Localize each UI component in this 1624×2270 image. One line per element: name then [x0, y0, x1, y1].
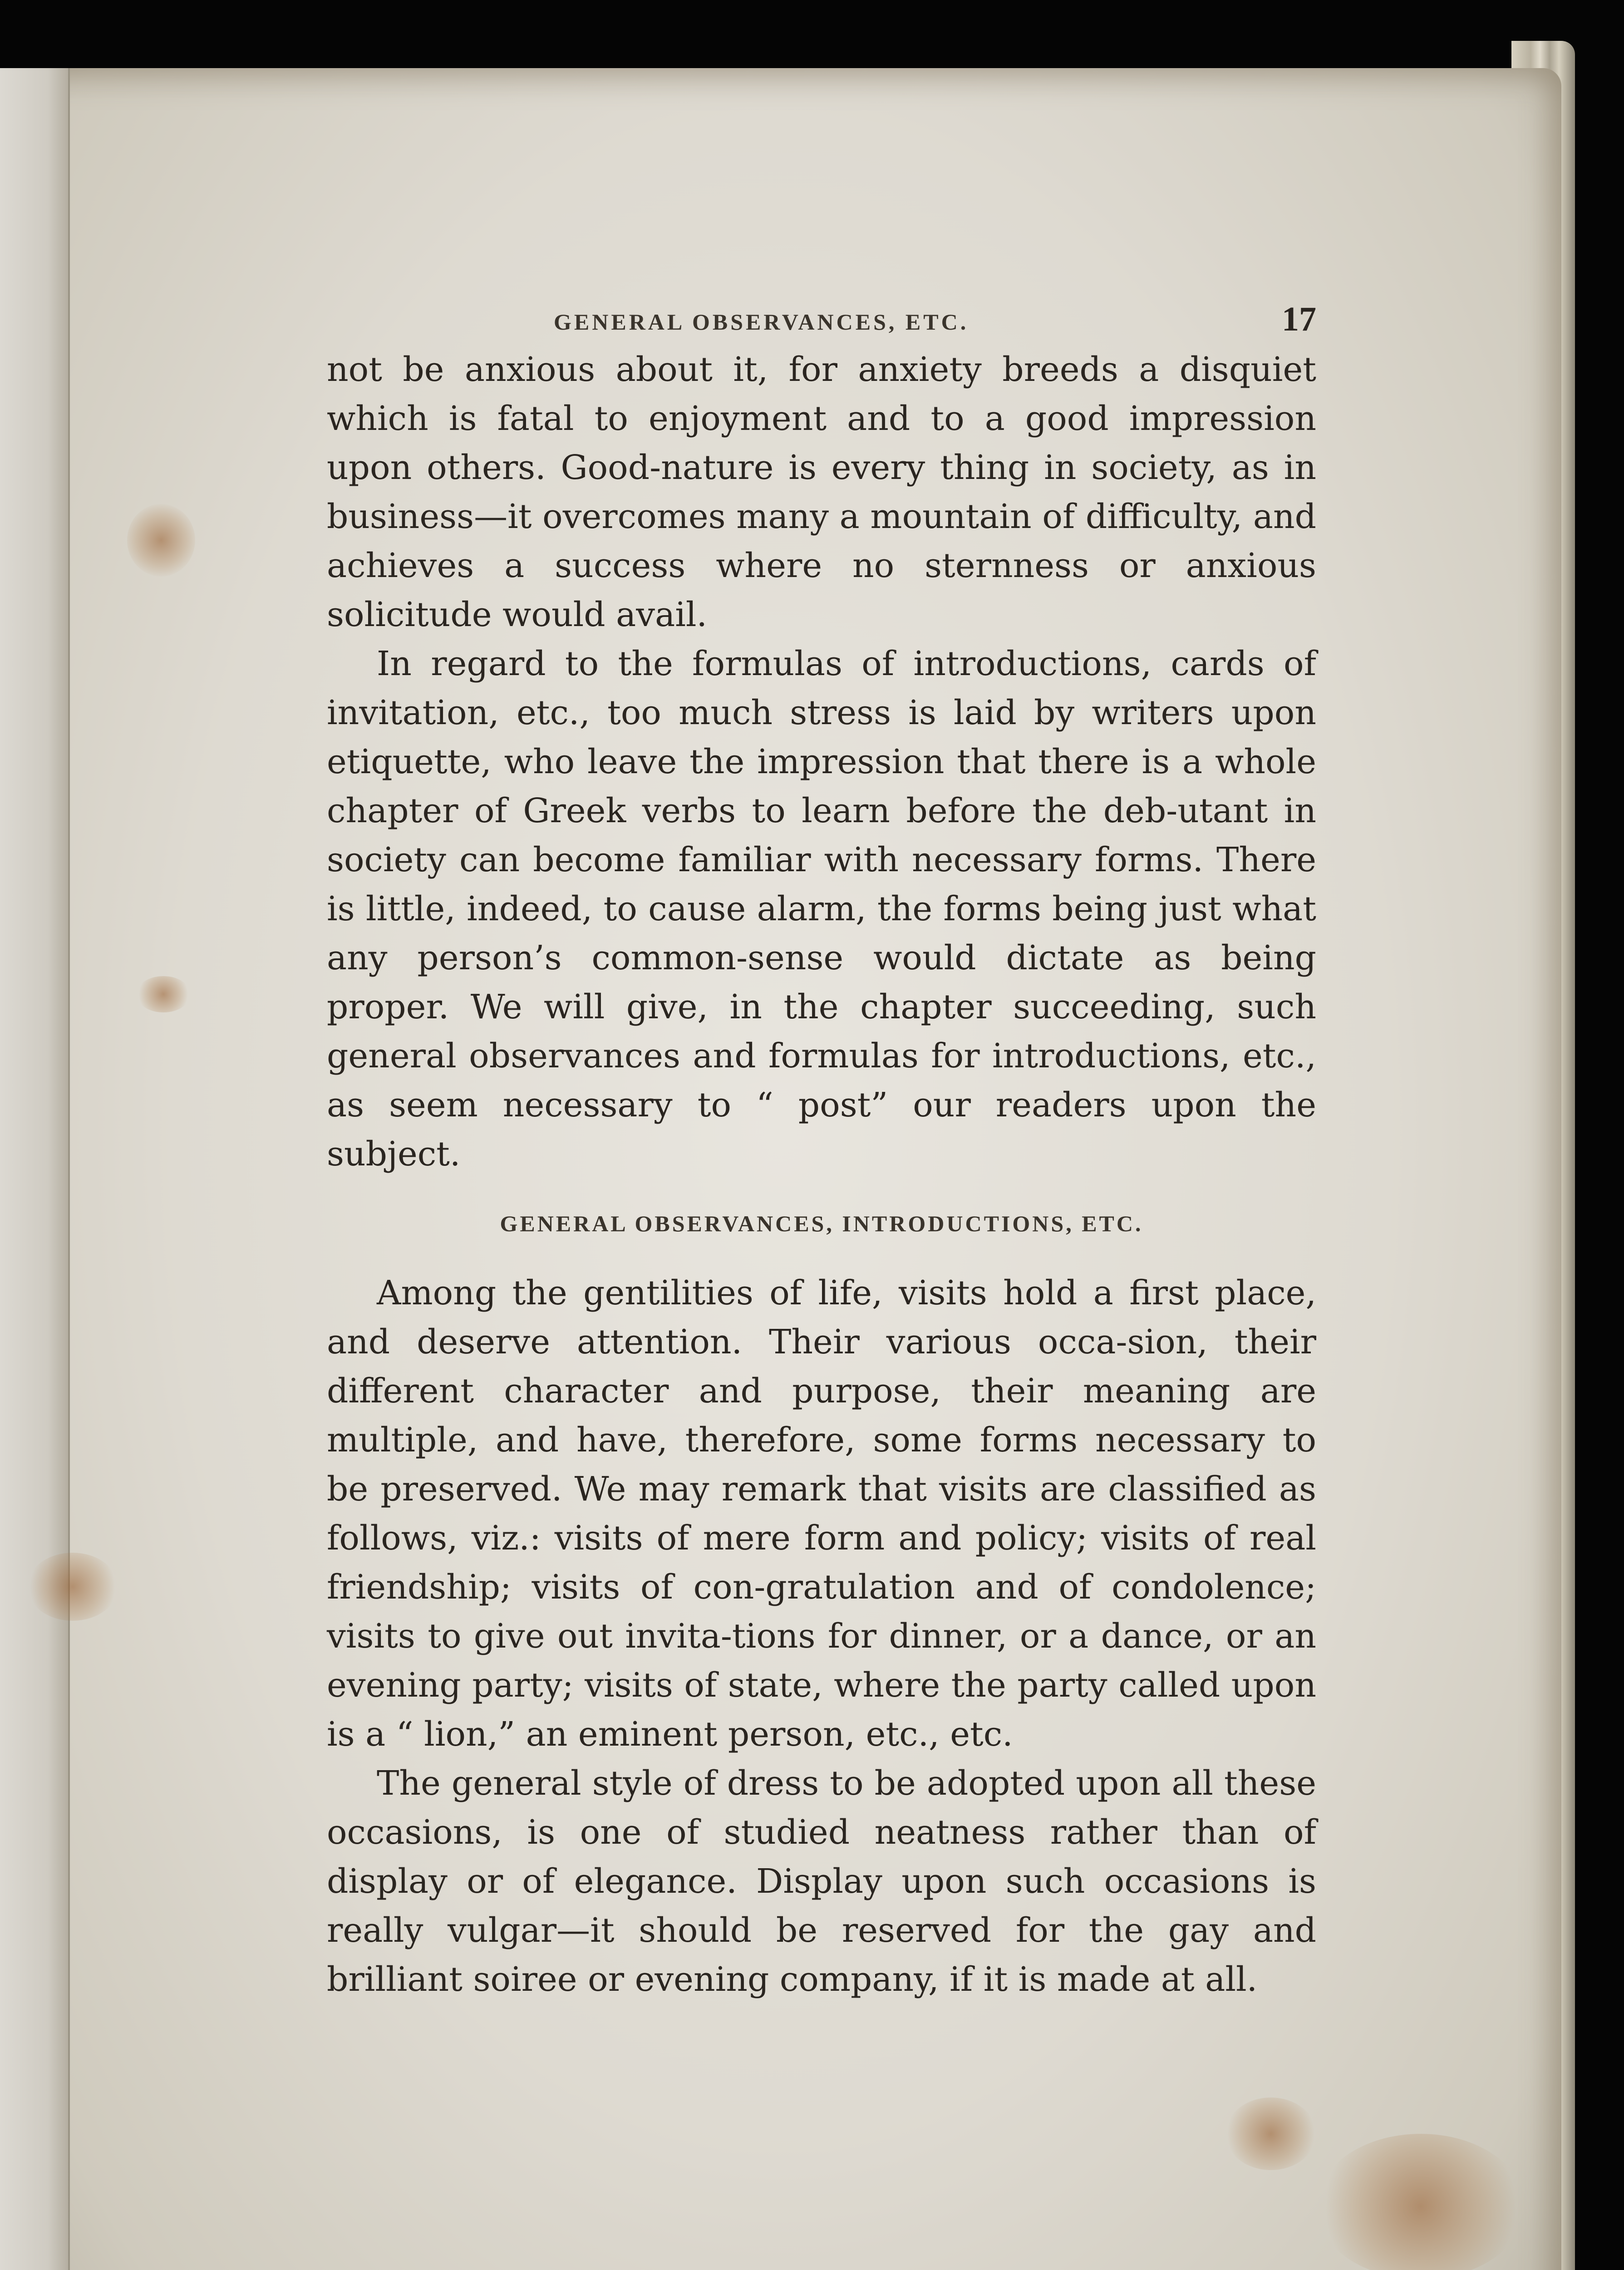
paragraph-4: The general style of dress to be adopted upon all these occasions, is one of studied neatness rather than of display or of elegance. Display upon such occasions is really vulgar—it should be reserved for the gay and brilliant soiree or evening company, if it is made at all. — [327, 1764, 1316, 1999]
section-heading: GENERAL OBSERVANCES, INTRODUCTIONS, ETC. — [500, 1211, 1143, 1236]
running-head — [327, 291, 1316, 345]
foxing-stain — [127, 504, 195, 577]
foxing-stain — [1316, 2134, 1525, 2270]
foxing-stain — [1225, 2097, 1316, 2170]
page-number: 17 — [1282, 300, 1316, 338]
left-page-gutter — [0, 68, 70, 2270]
paragraph-3: Among the gentilities of life, visits hold a first place, and deserve attention. Their various occa-sion, their different character and purpose, their meaning are multiple, and have, therefore, some forms necessary to be preserved. We may remark that visits are classified as follows, viz.: visits of mere form and policy; visits of real friendship; visits of con-gratulation and of condolence; visits to give out invita-tions for dinner, or a dance, or an evening party; visits of state, where the party called upon is a “ lion,” an eminent person, etc., etc. — [327, 1273, 1316, 1754]
paragraph-1: not be anxious about it, for anxiety breeds a disquiet which is fatal to enjoyment and to a good impression upon others. Good-nature is every thing in society, as in business—it overcomes many a mountain of difficulty, and achieves a success where no sternness or anxious solicitude would avail. — [327, 350, 1316, 634]
foxing-stain — [27, 1553, 118, 1621]
foxing-stain — [136, 976, 191, 1012]
page-text — [327, 291, 1316, 2004]
paragraph-2: In regard to the formulas of introductions, cards of invitation, etc., too much stress is laid by writers upon etiquette, who leave the impression that there is a whole chapter of Greek verbs to learn before the deb-utant in society can become familiar with necessary forms. There is little, indeed, to cause alarm, the forms being just what any person’s common-sense would dictate as being proper. We will give, in the chapter succeeding, such general observances and formulas for introductions, etc., as seem necessary to “ post” our readers upon the subject. — [327, 644, 1316, 1174]
running-head-title: GENERAL OBSERVANCES, ETC. — [554, 309, 969, 335]
